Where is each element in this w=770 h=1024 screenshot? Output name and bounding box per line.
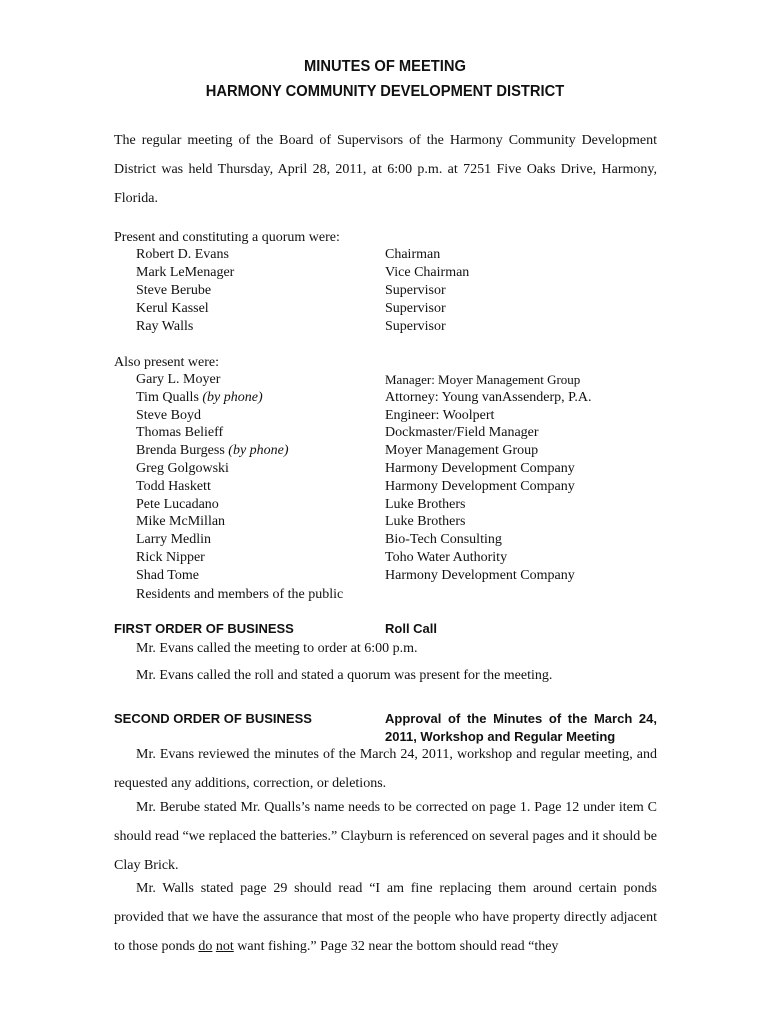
attendee-affiliation: Attorney: Young vanAssenderp, P.A. bbox=[385, 389, 592, 405]
second-order-topic-line1: Approval of the Minutes of the March 24, bbox=[385, 711, 657, 726]
attendee-name bbox=[136, 549, 205, 567]
attendee-name bbox=[136, 460, 229, 478]
underlined-do: do bbox=[198, 939, 213, 954]
attendee-name-text: Brenda Burgess bbox=[136, 443, 225, 459]
second-order-topic-line2: 2011, Workshop and Regular Meeting bbox=[385, 729, 616, 744]
attendee-affiliation: Luke Brothers bbox=[385, 496, 466, 512]
attendee-name bbox=[136, 424, 223, 442]
attendee-name bbox=[136, 567, 199, 585]
attendee-affiliation: Dockmaster/Field Manager bbox=[385, 425, 539, 441]
also-present-heading: Also present were: bbox=[114, 355, 219, 370]
attendee-name bbox=[136, 407, 201, 425]
attendee-affiliation: Toho Water Authority bbox=[385, 550, 508, 565]
attendee-name-text: Pete Lucadano bbox=[136, 496, 219, 512]
second-order-paragraph2: Mr. Berube stated Mr. Qualls’s name needs to be corrected on page 1. Page 12 under item C should read “we replaced the batteries.” Clayburn is referenced on several pages and it should be Clay Brick. bbox=[114, 800, 657, 873]
document-title-line2: HARMONY COMMUNITY DEVELOPMENT DISTRICT bbox=[205, 83, 565, 100]
paragraph3-part-b: want fishing.” Page 32 near the bottom should read “they bbox=[237, 939, 559, 954]
attendee-name-text: Steve Boyd bbox=[136, 407, 201, 423]
attendee-name bbox=[136, 389, 263, 407]
underlined-not: not bbox=[215, 939, 234, 954]
quorum-member-name: Kerul Kassel bbox=[136, 301, 209, 316]
second-order-paragraph3 bbox=[114, 874, 657, 961]
attendee-note: (by phone) bbox=[228, 443, 289, 459]
first-order-topic: Roll Call bbox=[385, 621, 438, 636]
attendee-affiliation: Harmony Development Company bbox=[385, 461, 575, 476]
attendee-name-text: Mike McMillan bbox=[136, 514, 226, 530]
attendee-note: (by phone) bbox=[202, 389, 263, 405]
attendee-name-text: Thomas Belieff bbox=[136, 425, 224, 441]
attendee-name-text: Larry Medlin bbox=[136, 532, 212, 548]
quorum-member-role: Supervisor bbox=[385, 301, 446, 316]
quorum-member-role: Vice Chairman bbox=[385, 265, 470, 280]
attendee-affiliation: Bio-Tech Consulting bbox=[385, 532, 502, 548]
quorum-member-name: Steve Berube bbox=[136, 283, 212, 298]
quorum-heading: Present and constituting a quorum were: bbox=[114, 230, 340, 245]
attendee-name-text: Tim Qualls bbox=[136, 389, 199, 405]
first-order-line1: Mr. Evans called the meeting to order at 6:00 p.m. bbox=[136, 641, 418, 656]
second-order-label: SECOND ORDER OF BUSINESS bbox=[114, 711, 312, 726]
attendee-affiliation: Engineer: Woolpert bbox=[385, 407, 495, 423]
public-attendees: Residents and members of the public bbox=[136, 587, 344, 602]
attendee-affiliation: Moyer Management Group bbox=[385, 443, 539, 459]
quorum-member-name: Mark LeMenager bbox=[136, 265, 235, 280]
attendee-name bbox=[136, 478, 211, 496]
intro-paragraph: The regular meeting of the Board of Supervisors of the Harmony Community Development District was held Thursday, April 28, 2011, at 6:00 p.m. at 7251 Five Oaks Drive, Harmony, Florida. bbox=[114, 133, 657, 206]
attendee-affiliation: Harmony Development Company bbox=[385, 567, 575, 583]
attendee-name-text: Shad Tome bbox=[136, 567, 199, 583]
attendee-name bbox=[136, 371, 220, 389]
attendee-affiliation: Luke Brothers bbox=[385, 514, 466, 530]
paragraph3-part-a: Mr. Walls stated page 29 should read “I am fine replacing them around certain ponds provided that we have the assurance that most of the people who have property directly adjacent to those ponds bbox=[114, 881, 657, 954]
first-order-line2: Mr. Evans called the roll and stated a quorum was present for the meeting. bbox=[136, 668, 553, 683]
document-title-line1: MINUTES OF MEETING bbox=[304, 58, 466, 75]
attendee-name-text: Greg Golgowski bbox=[136, 461, 229, 476]
first-order-label: FIRST ORDER OF BUSINESS bbox=[114, 621, 294, 636]
attendee-name-text: Rick Nipper bbox=[136, 550, 205, 565]
attendee-name-text: Todd Haskett bbox=[136, 478, 211, 494]
quorum-member-role: Chairman bbox=[385, 247, 441, 262]
attendee-name-text: Gary L. Moyer bbox=[136, 372, 221, 387]
attendee-name bbox=[136, 531, 211, 549]
quorum-member-role: Supervisor bbox=[385, 283, 446, 298]
quorum-member-name: Robert D. Evans bbox=[136, 247, 229, 262]
attendee-affiliation: Manager: Moyer Management Group bbox=[385, 372, 581, 387]
attendee-name bbox=[136, 513, 225, 531]
attendee-name bbox=[136, 496, 219, 514]
second-order-paragraph1: Mr. Evans reviewed the minutes of the March 24, 2011, workshop and regular meeting, and requested any additions, correction, or deletions. bbox=[114, 747, 657, 791]
attendee-name bbox=[136, 442, 289, 460]
attendee-affiliation: Harmony Development Company bbox=[385, 478, 575, 494]
quorum-member-name: Ray Walls bbox=[136, 319, 194, 334]
quorum-member-role: Supervisor bbox=[385, 319, 446, 334]
